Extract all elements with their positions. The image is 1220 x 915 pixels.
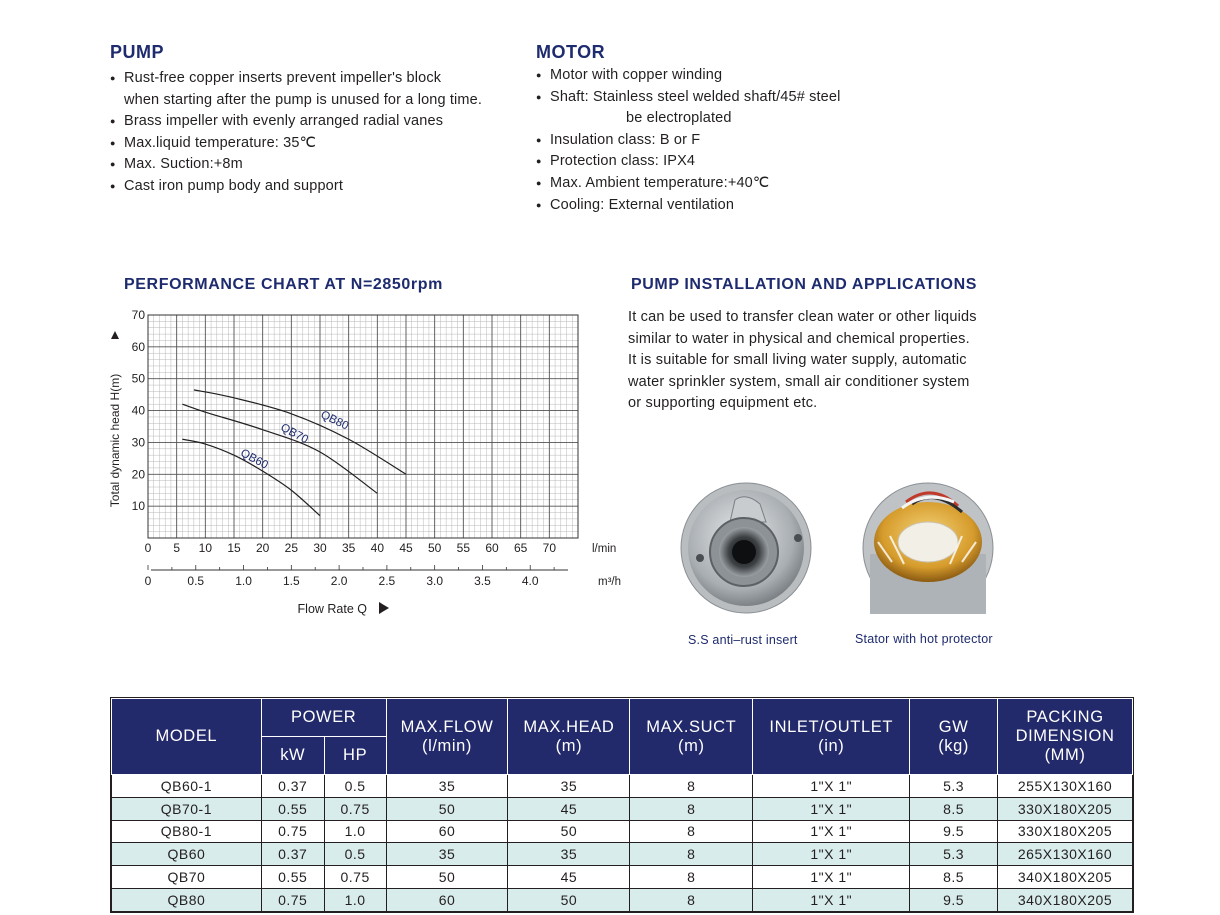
table-cell: 50 (386, 797, 508, 820)
header-packing: PACKING DIMENSION (MM) (998, 699, 1133, 775)
table-cell: 1"X 1" (753, 797, 910, 820)
x2-tick-label: 1.5 (282, 574, 300, 588)
performance-title: PERFORMANCE CHART AT N=2850rpm (124, 276, 443, 293)
x2-tick-label: 3.0 (426, 574, 444, 588)
table-cell: QB70-1 (112, 797, 262, 820)
table-cell: 0.5 (324, 843, 386, 866)
x-tick-label: 5 (173, 541, 181, 555)
table-cell: 330X180X205 (998, 797, 1133, 820)
pump-feature: ● Brass impeller with evenly arranged radial vanes (110, 111, 530, 133)
motor-feature: ● Motor with copper winding (536, 65, 956, 87)
table-cell: 340X180X205 (998, 866, 1133, 889)
spec-table (111, 698, 1133, 912)
table-row (112, 775, 1133, 798)
x-tick-label: 15 (227, 541, 241, 555)
x-tick-label: 55 (456, 541, 471, 555)
table-cell: 8 (630, 888, 753, 911)
table-cell: 330X180X205 (998, 820, 1133, 843)
x-axis-arrow (379, 602, 389, 614)
table-cell: 8 (630, 843, 753, 866)
x-tick-label: 0 (144, 541, 152, 555)
header-max-head: MAX.HEAD (m) (508, 699, 630, 775)
table-cell: 9.5 (910, 888, 998, 911)
y-tick-label: 40 (131, 403, 145, 418)
table-cell: QB80-1 (112, 820, 262, 843)
y-axis-title: Total dynamic head H(m) (108, 373, 122, 508)
pump-title: PUMP (110, 42, 165, 62)
table-cell: 265X130X160 (998, 843, 1133, 866)
pump-feature-cont: when starting after the pump is unused for a long time. (124, 91, 483, 108)
y-axis-arrow (111, 331, 119, 339)
y-tick-label: 50 (131, 371, 145, 386)
y-tick-label: 30 (131, 435, 145, 450)
motor-feature: ● Insulation class: B or F (536, 130, 956, 152)
pump-feature: ● Rust-free copper inserts prevent impeller's block (110, 68, 530, 90)
table-cell: 0.55 (261, 866, 324, 889)
x2-tick-label: 3.5 (474, 574, 491, 588)
motor-feature-cont: be electroplated (626, 110, 732, 127)
insert-caption: S.S anti–rust insert (688, 633, 798, 647)
installation-line: or supporting equipment etc. (628, 395, 818, 412)
chart-frame (148, 315, 578, 538)
table-cell: 1.0 (324, 820, 386, 843)
table-cell: 35 (386, 775, 508, 798)
table-cell: 1"X 1" (753, 866, 910, 889)
table-cell: 255X130X160 (998, 775, 1133, 798)
pump-feature: ● Max.liquid temperature: 35℃ (110, 133, 530, 155)
x2-unit-label: m³/h (598, 576, 621, 588)
series-label: QB80 (318, 408, 351, 433)
x2-tick-label: 1.0 (235, 574, 252, 588)
x-axis-title: Flow Rate Q (297, 602, 367, 616)
table-cell: 8 (630, 775, 753, 798)
performance-chart (100, 305, 621, 616)
table-cell: 5.3 (910, 775, 998, 798)
installation-line: It can be used to transfer clean water or other liquids (628, 309, 977, 325)
x-tick-label: 40 (370, 541, 385, 555)
table-cell: 1"X 1" (753, 775, 910, 798)
x2-tick-label: 0.5 (187, 574, 205, 588)
table-row (112, 888, 1133, 911)
header-gw: GW (kg) (910, 699, 998, 775)
motor-feature: ● Protection class: IPX4 (536, 151, 956, 173)
table-row (112, 797, 1133, 820)
table-cell: 35 (508, 843, 630, 866)
header-hp: HP (324, 737, 386, 775)
header-max-flow: MAX.FLOW (l/min) (386, 699, 508, 775)
table-row (112, 866, 1133, 889)
table-cell: 0.75 (324, 797, 386, 820)
header-kw: kW (261, 737, 324, 775)
x-tick-label: 20 (255, 541, 270, 555)
x-tick-label: 35 (341, 541, 356, 555)
table-cell: 60 (386, 820, 508, 843)
table-cell: 0.37 (261, 843, 324, 866)
motor-features (536, 65, 956, 216)
table-cell: 60 (386, 888, 508, 911)
table-cell: 50 (386, 866, 508, 889)
x-tick-label: 10 (198, 541, 213, 555)
x-tick-label: 45 (399, 541, 413, 555)
table-cell: 45 (508, 866, 630, 889)
x2-tick-label: 0 (144, 574, 152, 588)
installation-line: similar to water in physical and chemical properties. (628, 330, 970, 347)
table-row (112, 843, 1133, 866)
table-cell: 8 (630, 820, 753, 843)
table-cell: QB70 (112, 866, 262, 889)
table-cell: 0.5 (324, 775, 386, 798)
y-tick-label: 70 (131, 308, 145, 322)
table-row (112, 820, 1133, 843)
table-cell: 35 (508, 775, 630, 798)
x-tick-label: 70 (542, 541, 557, 555)
y-tick-label: 20 (131, 467, 145, 482)
pump-feature: ● Max. Suction:+8m (110, 154, 530, 176)
header-model: MODEL (112, 699, 262, 775)
pump-features (110, 68, 530, 198)
table-cell: QB60-1 (112, 775, 262, 798)
table-cell: 50 (508, 888, 630, 911)
motor-feature: ● Cooling: External ventilation (536, 195, 956, 217)
table-cell: 0.37 (261, 775, 324, 798)
table-cell: 1"X 1" (753, 888, 910, 911)
x-tick-label: 50 (427, 541, 442, 555)
series-label: QB70 (278, 421, 311, 447)
series-label: QB60 (238, 447, 270, 472)
installation-text (628, 307, 1018, 415)
stator-caption: Stator with hot protector (855, 632, 993, 646)
table-cell: 1"X 1" (753, 820, 910, 843)
table-cell: 340X180X205 (998, 888, 1133, 911)
motor-title: MOTOR (536, 42, 606, 62)
x-tick-label: 60 (485, 541, 499, 555)
table-cell: 0.75 (261, 820, 324, 843)
table-cell: 50 (508, 820, 630, 843)
table-cell: 0.55 (261, 797, 324, 820)
table-cell: 45 (508, 797, 630, 820)
table-cell: 1.0 (324, 888, 386, 911)
table-cell: 8.5 (910, 797, 998, 820)
installation-line: water sprinkler system, small air conditioner system (628, 373, 970, 390)
header-inlet-outlet: INLET/OUTLET (in) (753, 699, 910, 775)
motor-feature: ● Shaft: Stainless steel welded shaft/45# steel (536, 87, 956, 109)
header-max-suct: MAX.SUCT (m) (630, 699, 753, 775)
x-tick-label: 25 (284, 541, 299, 555)
table-cell: 1"X 1" (753, 843, 910, 866)
insert-photo (680, 482, 812, 614)
table-cell: 9.5 (910, 820, 998, 843)
x2-tick-label: 2.0 (330, 574, 348, 588)
installation-line: It is suitable for small living water supply, automatic (628, 352, 967, 369)
table-cell: 35 (386, 843, 508, 866)
x-tick-label: 65 (513, 541, 528, 555)
table-cell: 0.75 (324, 866, 386, 889)
y-tick-label: 60 (131, 339, 145, 354)
x-tick-label: 30 (313, 541, 327, 555)
table-cell: 8 (630, 797, 753, 820)
table-cell: QB60 (112, 843, 262, 866)
table-cell: 8 (630, 866, 753, 889)
table-cell: QB80 (112, 888, 262, 911)
motor-feature: ● Max. Ambient temperature:+40℃ (536, 173, 956, 195)
table-cell: 8.5 (910, 866, 998, 889)
y-tick-label: 10 (131, 499, 145, 514)
x-unit-label: l/min (592, 543, 617, 555)
header-power: POWER (261, 699, 386, 737)
pump-feature: ● Cast iron pump body and support (110, 176, 530, 198)
table-cell: 5.3 (910, 843, 998, 866)
stator-photo (862, 482, 994, 614)
table-cell: 0.75 (261, 888, 324, 911)
x2-tick-label: 2.5 (378, 574, 396, 588)
installation-title: PUMP INSTALLATION AND APPLICATIONS (631, 276, 978, 293)
x2-tick-label: 4.0 (521, 574, 539, 588)
